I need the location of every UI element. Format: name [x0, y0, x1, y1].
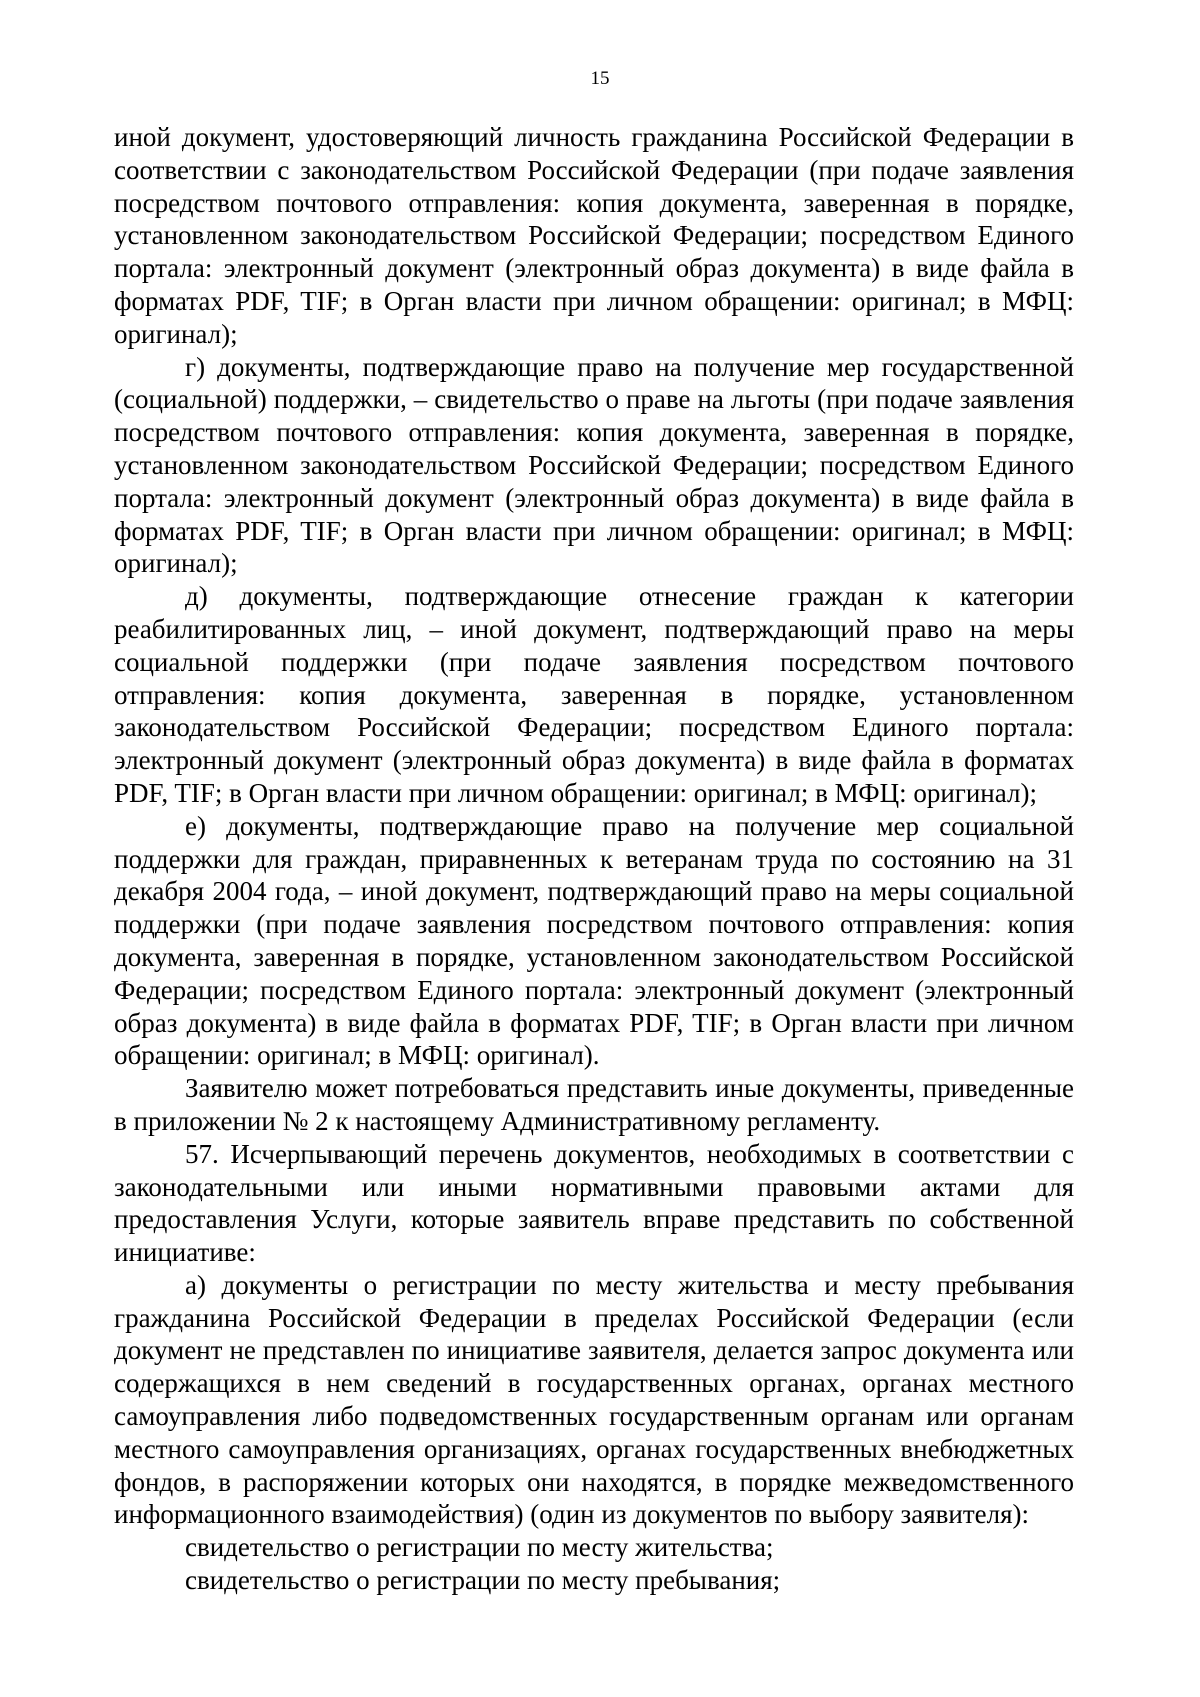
paragraph-item-d: д) документы, подтверждающие отнесение граждан к категории реабилитированных лиц, – иной документ, подтверждающий право на меры социальной поддержки (при подаче заявления посредством почтового отправления: копия документа, заверенная в порядке, установленном законодательством Российской Федерации; посредством Единого портала: электронный документ (электронный образ документа) в виде файла в форматах PDF, TIF; в Орган власти при личном обращении: оригинал; в МФЦ: оригинал);	[114, 581, 1074, 808]
paragraph-item-a: а) документы о регистрации по месту жительства и месту пребывания гражданина Российской Федерации в пределах Российской Федерации (если документ не представлен по инициативе заявителя, делается запрос документа или содержащихся в нем сведений в государственных органах, органах местного самоуправления либо подведомственных государственным органам или органам местного самоуправления организациях, органах государственных внебюджетных фондов, в распоряжении которых они находятся, в порядке межведомственного информационного взаимодействия) (один из документов по выбору заявителя):	[114, 1269, 1074, 1530]
paragraph-identity-document: иной документ, удостоверяющий личность гражданина Российской Федерации в соответствии с законодательством Российской Федерации (при подаче заявления посредством почтового отправления: копия документа, заверенная в порядке, установленном законодательством Российской Федерации; посредством Единого портала: электронный документ (электронный образ документа) в виде файла в форматах PDF, TIF; в Орган власти при личном обращении: оригинал; в МФЦ: оригинал);	[114, 122, 1074, 349]
paragraph-item-g: г) документы, подтверждающие право на получение мер государственной (социальной) поддержки, – свидетельство о праве на льготы (при подаче заявления посредством почтового отправления: копия документа, заверенная в порядке, установленном законодательством Российской Федерации; посредством Единого портала: электронный документ (электронный образ документа) в виде файла в форматах PDF, TIF; в Орган власти при личном обращении: оригинал; в МФЦ: оригинал);	[114, 351, 1074, 579]
document-body	[114, 121, 1074, 1597]
paragraph-stay-registration: свидетельство о регистрации по месту пребывания;	[185, 1565, 781, 1596]
page-number: 15	[590, 68, 610, 89]
paragraph-additional-documents: Заявителю может потребоваться представить иные документы, приведенные в приложении № 2 к настоящему Административному регламенту.	[114, 1073, 1074, 1136]
paragraph-item-e: е) документы, подтверждающие право на получение мер социальной поддержки для граждан, приравненных к ветеранам труда по состоянию на 31 декабря 2004 года, – иной документ, подтверждающий право на меры социальной поддержки (при подаче заявления посредством почтового отправления: копия документа, заверенная в порядке, установленном законодательством Российской Федерации; посредством Единого портала: электронный документ (электронный образ документа) в виде файла в форматах PDF, TIF; в Орган власти при личном обращении: оригинал; в МФЦ: оригинал).	[114, 810, 1074, 1071]
paragraph-item-57: 57. Исчерпывающий перечень документов, необходимых в соответствии с законодательными или иными нормативными правовыми актами для предоставления Услуги, которые заявитель вправе представить по собственной инициативе:	[114, 1138, 1074, 1268]
paragraph-residence-registration: свидетельство о регистрации по месту жительства;	[185, 1532, 774, 1563]
